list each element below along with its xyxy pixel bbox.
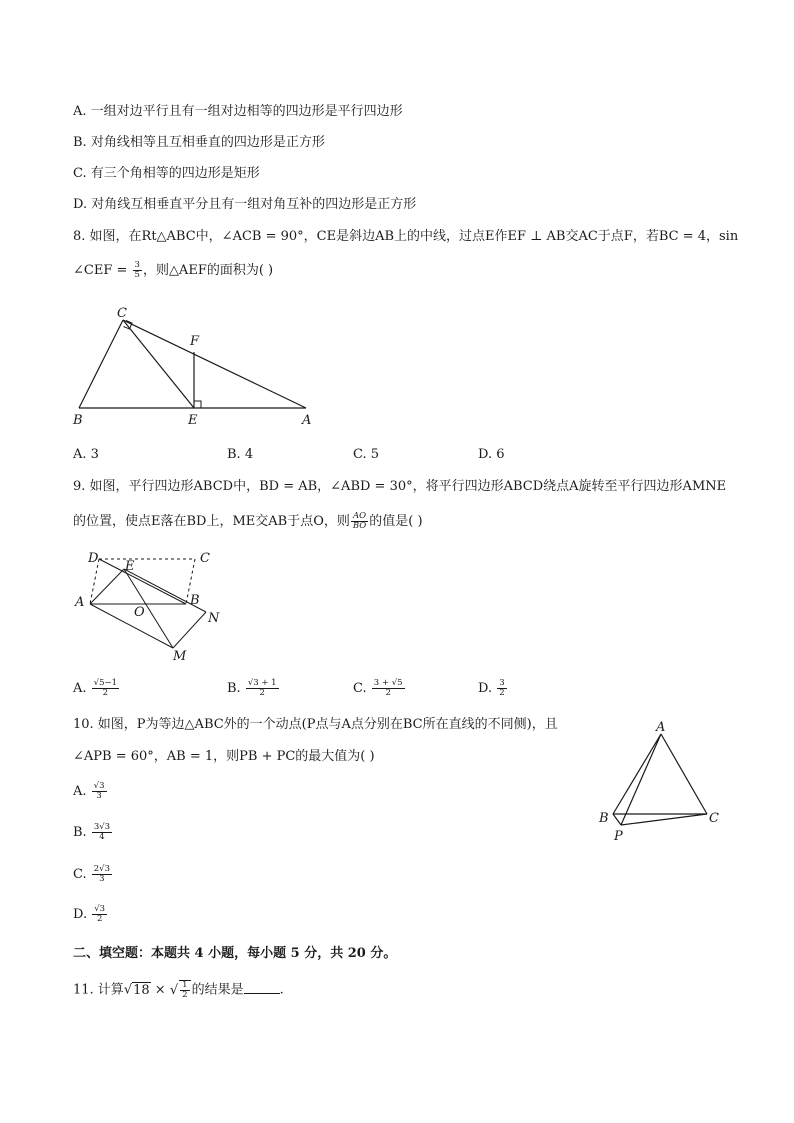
q8-sin-denominator: 5 [134, 270, 140, 280]
q11-end: . [279, 982, 284, 998]
q10-label-c: C [709, 811, 719, 826]
q9-label-o: O [134, 605, 145, 620]
q9-option-c-letter: C. [353, 681, 367, 696]
q10-option-a-fraction [92, 782, 107, 801]
q8-label-e: E [188, 413, 198, 428]
q11-radicand-2-fraction [179, 980, 190, 1000]
q10-option-b [73, 823, 113, 843]
q10-option-c-fraction [92, 865, 112, 884]
q10-option-b-fraction [92, 823, 112, 842]
q10-stem-line2: ∠APB = 60°，AB = 1，则PB + PC的最大值为( ) [73, 749, 375, 764]
q7-option-d: D. 对角线互相垂直平分且有一组对角互补的四边形是正方形 [73, 197, 417, 212]
q11-post: 的结果是 [191, 982, 244, 998]
q9-label-n: N [208, 611, 220, 626]
q10-option-a-letter: A. [73, 784, 87, 799]
q11-answer-blank[interactable] [244, 981, 280, 994]
q10-stem-line1: 10. 如图，P为等边△ABC外的一个动点(P点与A点分别在BC所在直线的不同侧)，且 [73, 717, 558, 732]
q9-label-b: B [190, 593, 200, 608]
q8-option-c: C. 5 [353, 447, 380, 462]
q9-option-c-denominator: 2 [385, 688, 391, 698]
q10-option-b-denominator: 4 [99, 832, 105, 842]
q7-option-a: A. 一组对边平行且有一组对边相等的四边形是平行四边形 [73, 104, 403, 119]
q10-option-c-numerator: 2√3 [93, 864, 110, 874]
q10-option-d-fraction [92, 905, 107, 924]
q9-label-c: C [200, 551, 210, 566]
q10-option-d-numerator: √3 [94, 904, 106, 914]
q9-option-a-letter: A. [73, 681, 87, 696]
q10-option-c [73, 865, 113, 885]
q10-segment-bp [613, 814, 621, 825]
q9-label-d: D [88, 551, 99, 566]
q9-option-b-letter: B. [227, 681, 241, 696]
q10-option-b-numerator: 3√3 [93, 822, 111, 832]
q11-radical-2: √ $\frac{1}{2}$ [170, 983, 192, 998]
q10-option-d-letter: D. [73, 907, 88, 922]
q8-option-d: D. 6 [478, 447, 505, 462]
q10-label-a: A [656, 720, 666, 735]
q10-segment-pc [621, 814, 707, 825]
q8-label-b: B [73, 413, 83, 428]
q9-option-d-denominator: 2 [499, 688, 505, 698]
q8-option-b: B. 4 [227, 447, 254, 462]
q8-label-c: C [117, 306, 127, 321]
q9-label-e: E [125, 559, 135, 574]
q10-option-d-denominator: 2 [96, 914, 103, 924]
q8-stem-line2-pre: ∠CEF = [73, 263, 132, 278]
section-2-heading: 二、填空题：本题共 4 小题，每小题 5 分，共 20 分。 [73, 946, 397, 961]
q9-label-a: A [75, 595, 85, 610]
q10-segment-pa [621, 734, 661, 825]
q8-stem-line1: 8. 如图，在Rt△ABC中，∠ACB = 90°，CE是斜边AB上的中线，过点E作EF ⊥ AB交AC于点F，若BC = 4，sin [73, 229, 739, 244]
q7-option-b: B. 对角线相等且互相垂直的四边形是正方形 [73, 135, 325, 150]
q11-times: × [154, 982, 166, 998]
q10-option-a-numerator: √3 [93, 781, 105, 791]
q10-option-b-letter: B. [73, 825, 87, 840]
q9-ratio-denominator: BO [352, 521, 367, 531]
q10-segment-ab [613, 734, 661, 814]
q9-ratio-numerator: AO [351, 512, 368, 522]
q8-option-a: A. 3 [73, 447, 99, 462]
q11-radical-1: √18 [123, 982, 150, 998]
q8-label-f: F [190, 334, 200, 349]
q11-radicand-1: 18 [133, 982, 150, 998]
q11-pre: 11. 计算 [73, 982, 124, 998]
q9-option-d-letter: D. [478, 681, 493, 696]
q10-option-c-letter: C. [73, 867, 87, 882]
q8-label-a: A [302, 413, 312, 428]
q9-stem-line2-post: 的值是( ) [369, 514, 423, 529]
q8-sin-numerator: 3 [134, 260, 140, 270]
q9-option-a-denominator: 2 [102, 688, 109, 698]
q11-radicand-2-denominator: 2 [182, 990, 188, 1000]
q10-label-b: B [599, 811, 609, 826]
q9-stem-line1: 9. 如图，平行四边形ABCD中，BD = AB，∠ABD = 30°，将平行四边形ABCD绕点A旋转至平行四边形AMNE [73, 479, 727, 494]
q10-option-a [73, 782, 108, 802]
q10-option-a-denominator: 3 [96, 791, 102, 801]
q9-option-c-numerator: 3 + √5 [373, 678, 403, 688]
q10-label-p: P [614, 829, 623, 844]
q11-radicand-2-numerator: 1 [182, 980, 188, 990]
q9-option-d-numerator: 3 [499, 678, 505, 688]
q11-stem [73, 980, 284, 1001]
q10-segment-ac [661, 734, 707, 814]
q9-option-a-numerator: √5−1 [93, 678, 118, 688]
q10-option-d [73, 905, 108, 925]
q9-stem-line2-pre: 的位置，使点E落在BD上，ME交AB于点O，则 [73, 514, 350, 529]
q8-stem-line2-post: ，则△AEF的面积为( ) [142, 263, 274, 278]
q10-option-c-denominator: 3 [99, 874, 105, 884]
q9-option-b-denominator: 2 [259, 688, 265, 698]
q9-option-b-numerator: √3 + 1 [247, 678, 277, 688]
q7-option-c: C. 有三个角相等的四边形是矩形 [73, 166, 260, 181]
q9-label-m: M [173, 649, 187, 664]
